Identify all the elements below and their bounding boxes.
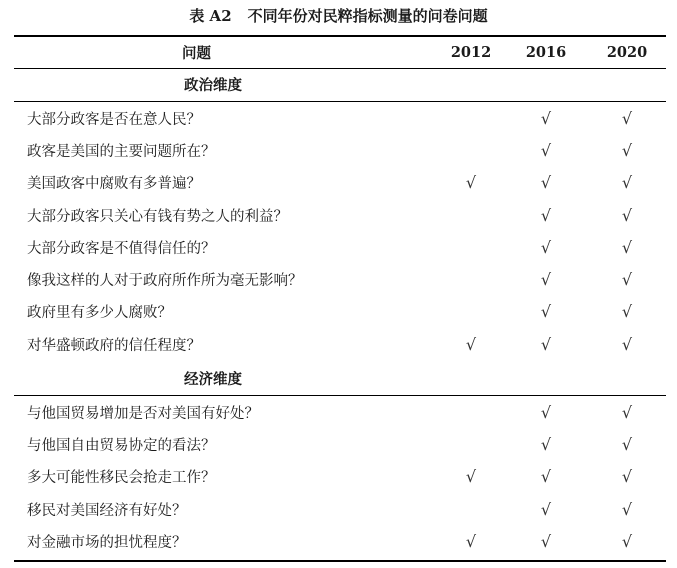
table-row (14, 328, 666, 360)
section-title: 政治维度 (184, 77, 242, 94)
check-mark-icon: √ (540, 434, 552, 454)
check-mark-icon: √ (540, 108, 552, 128)
table-row (14, 102, 666, 134)
question-text: 政府里有多少人腐败？ (27, 305, 172, 322)
question-text: 大部分政客是不值得信任的？ (27, 240, 216, 257)
table-row (14, 428, 666, 460)
check-mark-icon: √ (621, 270, 633, 290)
table-row (14, 396, 666, 428)
check-mark-icon: √ (621, 531, 633, 551)
table-number: 表 A2 (189, 6, 232, 25)
question-text: 政客是美国的主要问题所在？ (27, 143, 216, 160)
table-row (14, 461, 666, 493)
question-text: 与他国自由贸易协定的看法？ (27, 437, 216, 454)
header-year-2020: 2020 (606, 44, 648, 61)
check-mark-icon: √ (540, 531, 552, 551)
bottom-rule (14, 560, 666, 562)
check-mark-icon: √ (621, 434, 633, 454)
check-mark-icon: √ (540, 302, 552, 322)
check-mark-icon: √ (540, 140, 552, 160)
check-mark-icon: √ (540, 467, 552, 487)
question-text: 大部分政客是否在意人民？ (27, 111, 201, 128)
check-mark-icon: √ (621, 499, 633, 519)
table-row (14, 296, 666, 328)
question-text: 多大可能性移民会抢走工作？ (27, 470, 216, 487)
header-question: 问题 (182, 45, 211, 62)
section-title: 经济维度 (184, 371, 242, 388)
check-mark-icon: √ (621, 108, 633, 128)
section-header (14, 69, 666, 100)
check-mark-icon: √ (465, 334, 477, 354)
table-row (14, 134, 666, 166)
question-text: 与他国贸易增加是否对美国有好处？ (27, 405, 259, 422)
question-text: 对华盛顿政府的信任程度？ (27, 337, 201, 354)
question-text: 对金融市场的担忧程度？ (27, 534, 187, 551)
table-row (14, 525, 666, 557)
question-text: 像我这样的人对于政府所作所为毫无影响？ (27, 273, 303, 290)
question-text: 大部分政客只关心有钱有势之人的利益？ (27, 208, 288, 225)
check-mark-icon: √ (540, 334, 552, 354)
header-year-2012: 2012 (450, 44, 492, 61)
check-mark-icon: √ (621, 467, 633, 487)
check-mark-icon: √ (621, 402, 633, 422)
table-row (14, 264, 666, 296)
table-row (14, 231, 666, 263)
section-header (14, 363, 666, 394)
question-text: 美国政客中腐败有多普遍？ (27, 176, 201, 193)
check-mark-icon: √ (540, 237, 552, 257)
check-mark-icon: √ (540, 270, 552, 290)
check-mark-icon: √ (540, 205, 552, 225)
check-mark-icon: √ (465, 467, 477, 487)
table-row (14, 199, 666, 231)
check-mark-icon: √ (465, 173, 477, 193)
question-text: 移民对美国经济有好处？ (27, 502, 187, 519)
check-mark-icon: √ (621, 302, 633, 322)
check-mark-icon: √ (540, 173, 552, 193)
header-year-2016: 2016 (525, 44, 567, 61)
table-title: 不同年份对民粹指标测量的问卷问题 (247, 6, 488, 25)
check-mark-icon: √ (465, 531, 477, 551)
check-mark-icon: √ (621, 173, 633, 193)
table-caption (0, 0, 677, 30)
check-mark-icon: √ (621, 205, 633, 225)
check-mark-icon: √ (621, 237, 633, 257)
table-row (14, 167, 666, 199)
check-mark-icon: √ (621, 334, 633, 354)
table-row (14, 493, 666, 525)
check-mark-icon: √ (540, 402, 552, 422)
check-mark-icon: √ (621, 140, 633, 160)
check-mark-icon: √ (540, 499, 552, 519)
header-row (14, 37, 666, 68)
